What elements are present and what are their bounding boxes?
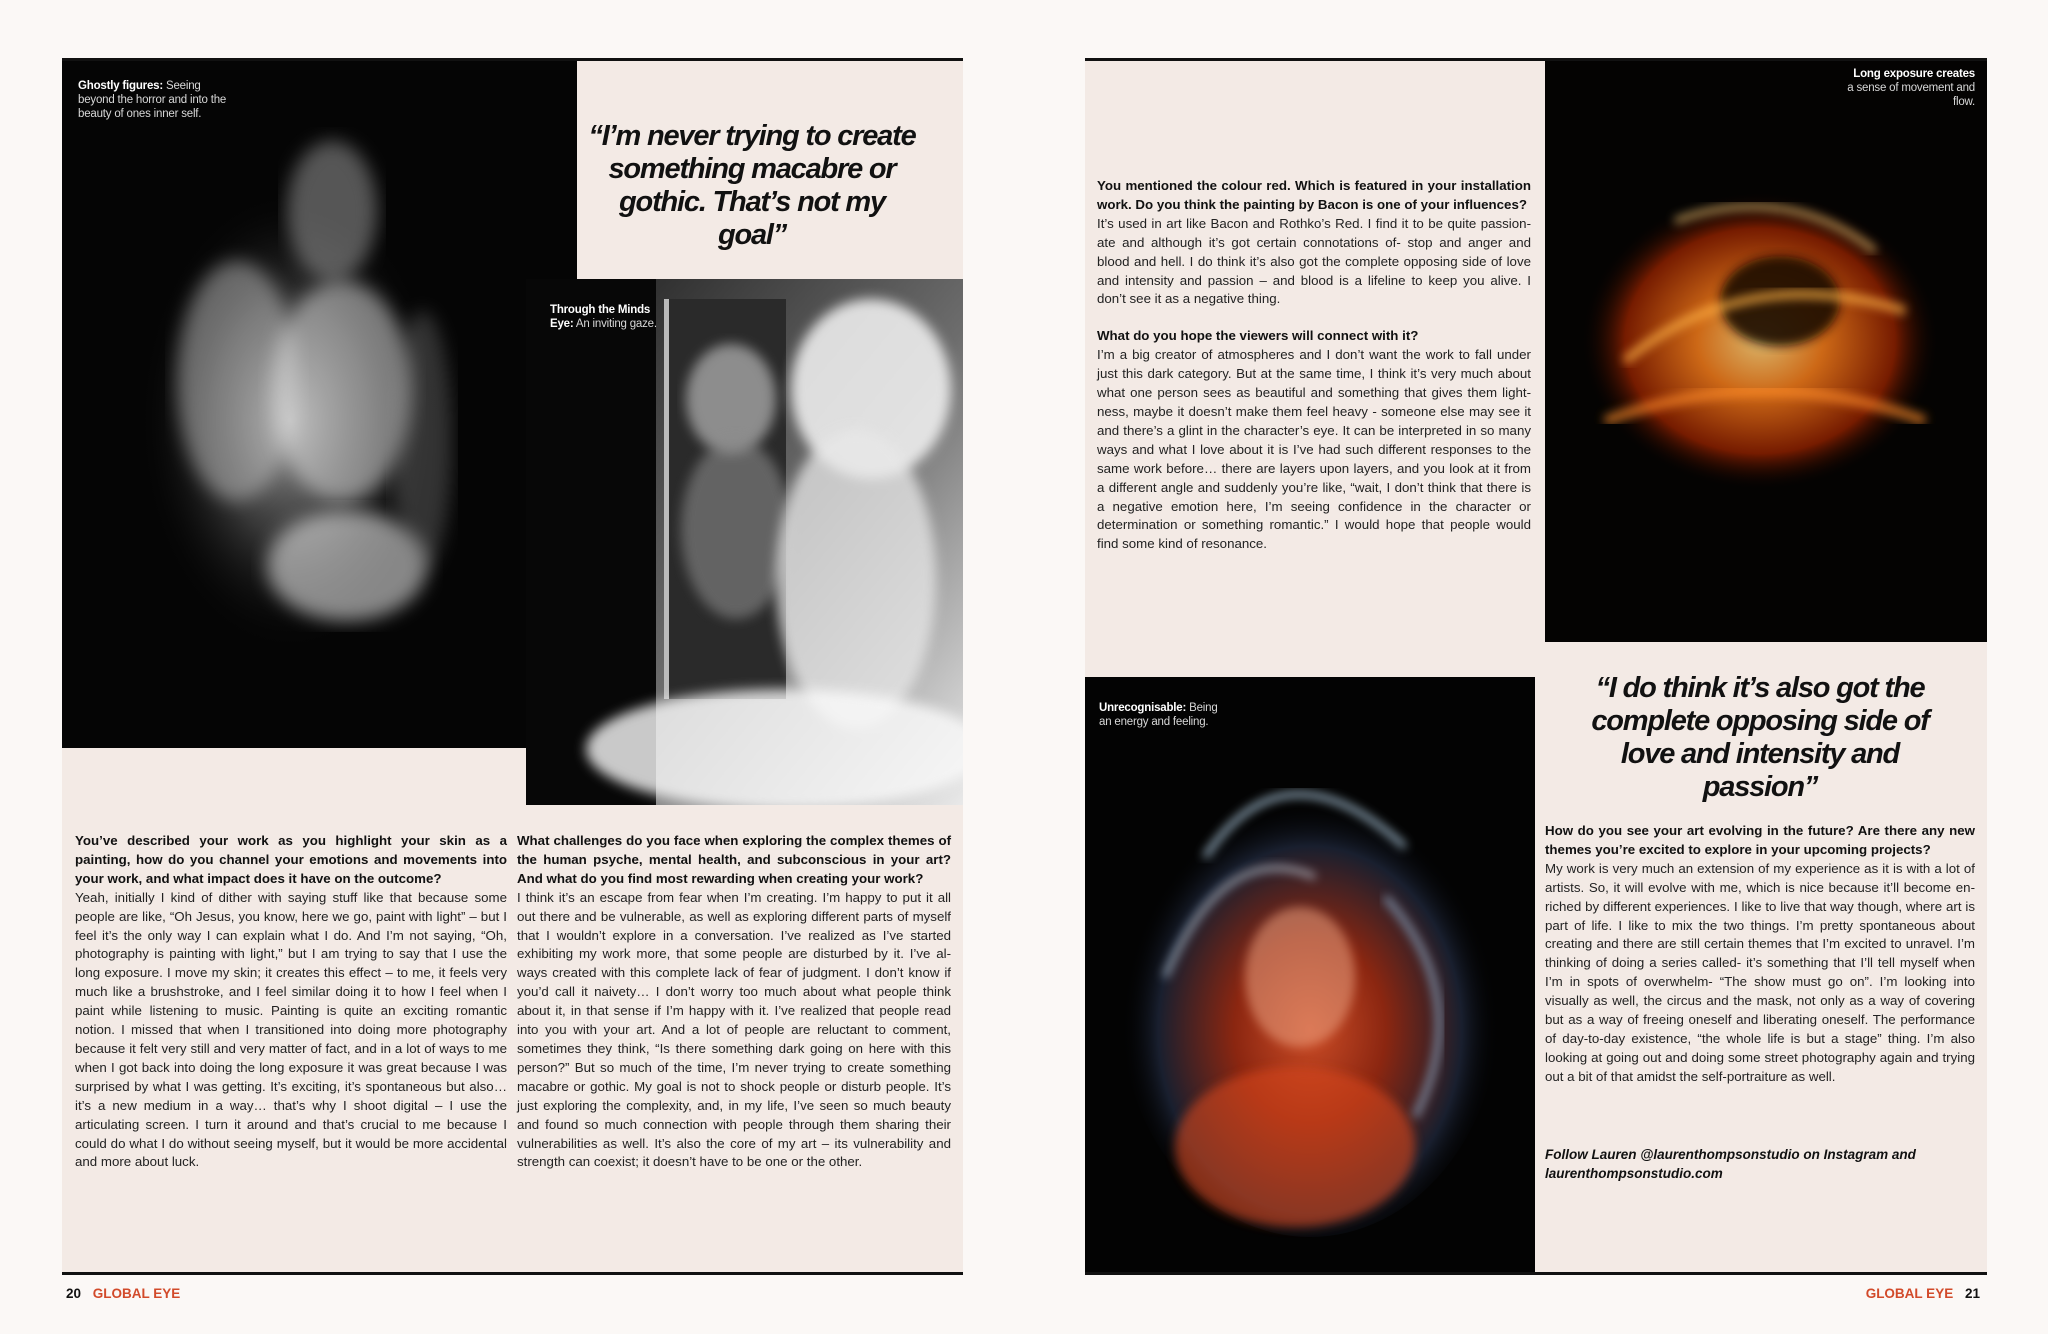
answer-colour-red: It’s used in art like Bacon and Rothko’s Red. I find it to be quite passionate and although it’s got certain connotations of- stop and anger and blood and hell. I do think it’s also got the complete opposing side of love and intensity and passion – and blood is a lifeline to keep you alive. I don’t see it as a negative thing. (1097, 215, 1531, 307)
caption-unrecognisable: Unrecognisable: Being an energy and feeling. (1099, 702, 1218, 728)
photo-mirror-gaze (526, 279, 963, 805)
photo-ghostly-figure (62, 61, 577, 748)
photo-long-exposure (1545, 61, 1987, 642)
article-column-1 (75, 832, 507, 1172)
caption-through-minds-eye: Through the Minds Eye: An inviting gaze. (550, 304, 657, 330)
answer-skin-painting: Yeah, initially I kind of dither with saying stuff like that because some people are like, “Oh Jesus, you know, here we go, paint with light” – but I feel it’s the only way I can explain what I do. And I’m not saying, “Oh, photography is painting with light,” but I am trying to say that I use the long exposure. I move my skin; it creates this effect – to me, it feels very much like a brushstroke, and I feel similar doing it to how I feel when I paint while listening to music. Painting is quite an exciting romantic notion. I missed that when I transitioned into doing more photography because it felt very still and very matter of fact, and in a lot of ways to me when I got back into doing the long exposure it was great because I was surprised by what I was getting. It’s exciting, it’s spontaneous but also… it’s a new medium in a way… that’s why I shoot digital – I use the articulating screen. I turn it around and that’s crucial to me because I could do what I do without seeing myself, but it would be more accidental and more about luck. (75, 889, 507, 1170)
page-number-left: 20 (66, 1286, 82, 1301)
footer-right (1866, 1286, 1980, 1301)
question-skin-painting: You’ve described your work as you highlight your skin as a painting, how do you channel your emotions and movements into your work, and what impact does it have on the outcome? (75, 833, 507, 886)
photo-unrecognisable (1085, 677, 1535, 1272)
page-number-right: 21 (1964, 1286, 1980, 1301)
question-colour-red: You mentioned the colour red. Which is featured in your installation work. Do you think the painting by Bacon is one of your influences? (1097, 178, 1531, 212)
question-challenges: What challenges do you face when exploring the complex themes of the human psyche, mental health, and subconscious in your art? And what do you find most rewarding when creating your work? (517, 833, 951, 886)
magazine-name-right: GLOBAL EYE (1865, 1286, 1954, 1301)
bottom-rule-left (62, 1272, 963, 1275)
follow-credit: Follow Lauren @laurenthompsonstudio on Instagram and laurenthompsonstudio.com (1545, 1147, 1916, 1181)
pull-quote-left: “I’m never trying to create something macabre or gothic. That’s not my goal” (588, 120, 916, 251)
article-column-2 (517, 832, 951, 1172)
answer-viewers-connect: I’m a big creator of atmospheres and I don’t want the work to fall under just this dark category. But at the same time, I think it’s very much about what one person sees as beautiful and something that gives them lightness, maybe it doesn’t make them feel heavy - someone else may see it and there’s a glint in the character’s eye. It can be interpreted in so many ways and what I love about it is I’ve had such different responses to the same work before… there are layers upon layers, and you look at it from a different angle and suddenly you’re like, “wait, I don’t think that there is a negative emotion here, I’m seeing confidence in the character or determination or something romantic.” I would hope that people would find some kind of resonance. (1097, 347, 1531, 552)
bottom-rule-right (1085, 1272, 1987, 1275)
footer-left (66, 1286, 180, 1301)
article-column-4 (1545, 822, 1975, 1087)
question-art-evolving: How do you see your art evolving in the future? Are there any new themes you’re excited to explore in your upcoming projects? (1545, 823, 1975, 857)
question-viewers-connect: What do you hope the viewers will connect with it? (1097, 328, 1419, 344)
article-column-3 (1097, 177, 1531, 554)
caption-long-exposure: Long exposure creates a sense of movement and flow. (1847, 68, 1975, 108)
magazine-name-left: GLOBAL EYE (92, 1286, 181, 1301)
caption-ghostly-figures: Ghostly figures: Seeing beyond the horror and into the beauty of ones inner self. (78, 80, 227, 120)
answer-art-evolving: My work is very much an extension of my experience as it is with a lot of artists. So, it will evolve with me, which is nice because it’ll become enriched by different experiences. I like to live that way though, where art is part of life. I like to mix the two things. I’m pretty spontaneous about creating and there are still certain themes that I’m excited to unravel. I’m thinking of doing a series called- it’s something that I’ll tell myself when I’m in spots of overwhelm- “The show must go on”. I’m looking into visually as well, the circus and the mask, not only as a way of covering but as a way of freeing oneself and liberating oneself. The performance of day-to-day existence, “the whole life is but a stage” thing. I’m also looking at going out and doing some street photography again and trying out a bit of that amidst the self-portraiture as well. (1545, 860, 1975, 1084)
pull-quote-right: “I do think it’s also got the complete opposing side of love and intensity and passion” (1591, 672, 1929, 803)
answer-challenges: I think it’s an escape from fear when I’m creating. I’m happy to put it all out there and be vulnerable, as well as exploring different parts of myself that I wouldn’t explore in a conversation. I’ve realized as I’ve started exhibiting my work more, that some people are disturbed by it. I’ve always created with this complete lack of fear of judgment. I don’t know if you’d call it naivety… I don’t worry too much about what people think about it, in that sense if I’m happy with it. I’ve realized that people read into you with your art. And a lot of people are reluctant to comment, sometimes they think, “Is there something dark going on here with this person?” But so much of the time, I’m never trying to create something macabre or gothic. My goal is not to shock people or disturb people. It’s just exploring the complexity, and, in my life, I’ve seen so much beauty and found so much connection with people through them sharing their vulnerabilities as well. It’s also the core of my art – its vulnerability and strength can coexist; it doesn’t have to be one or the other. (517, 889, 951, 1170)
